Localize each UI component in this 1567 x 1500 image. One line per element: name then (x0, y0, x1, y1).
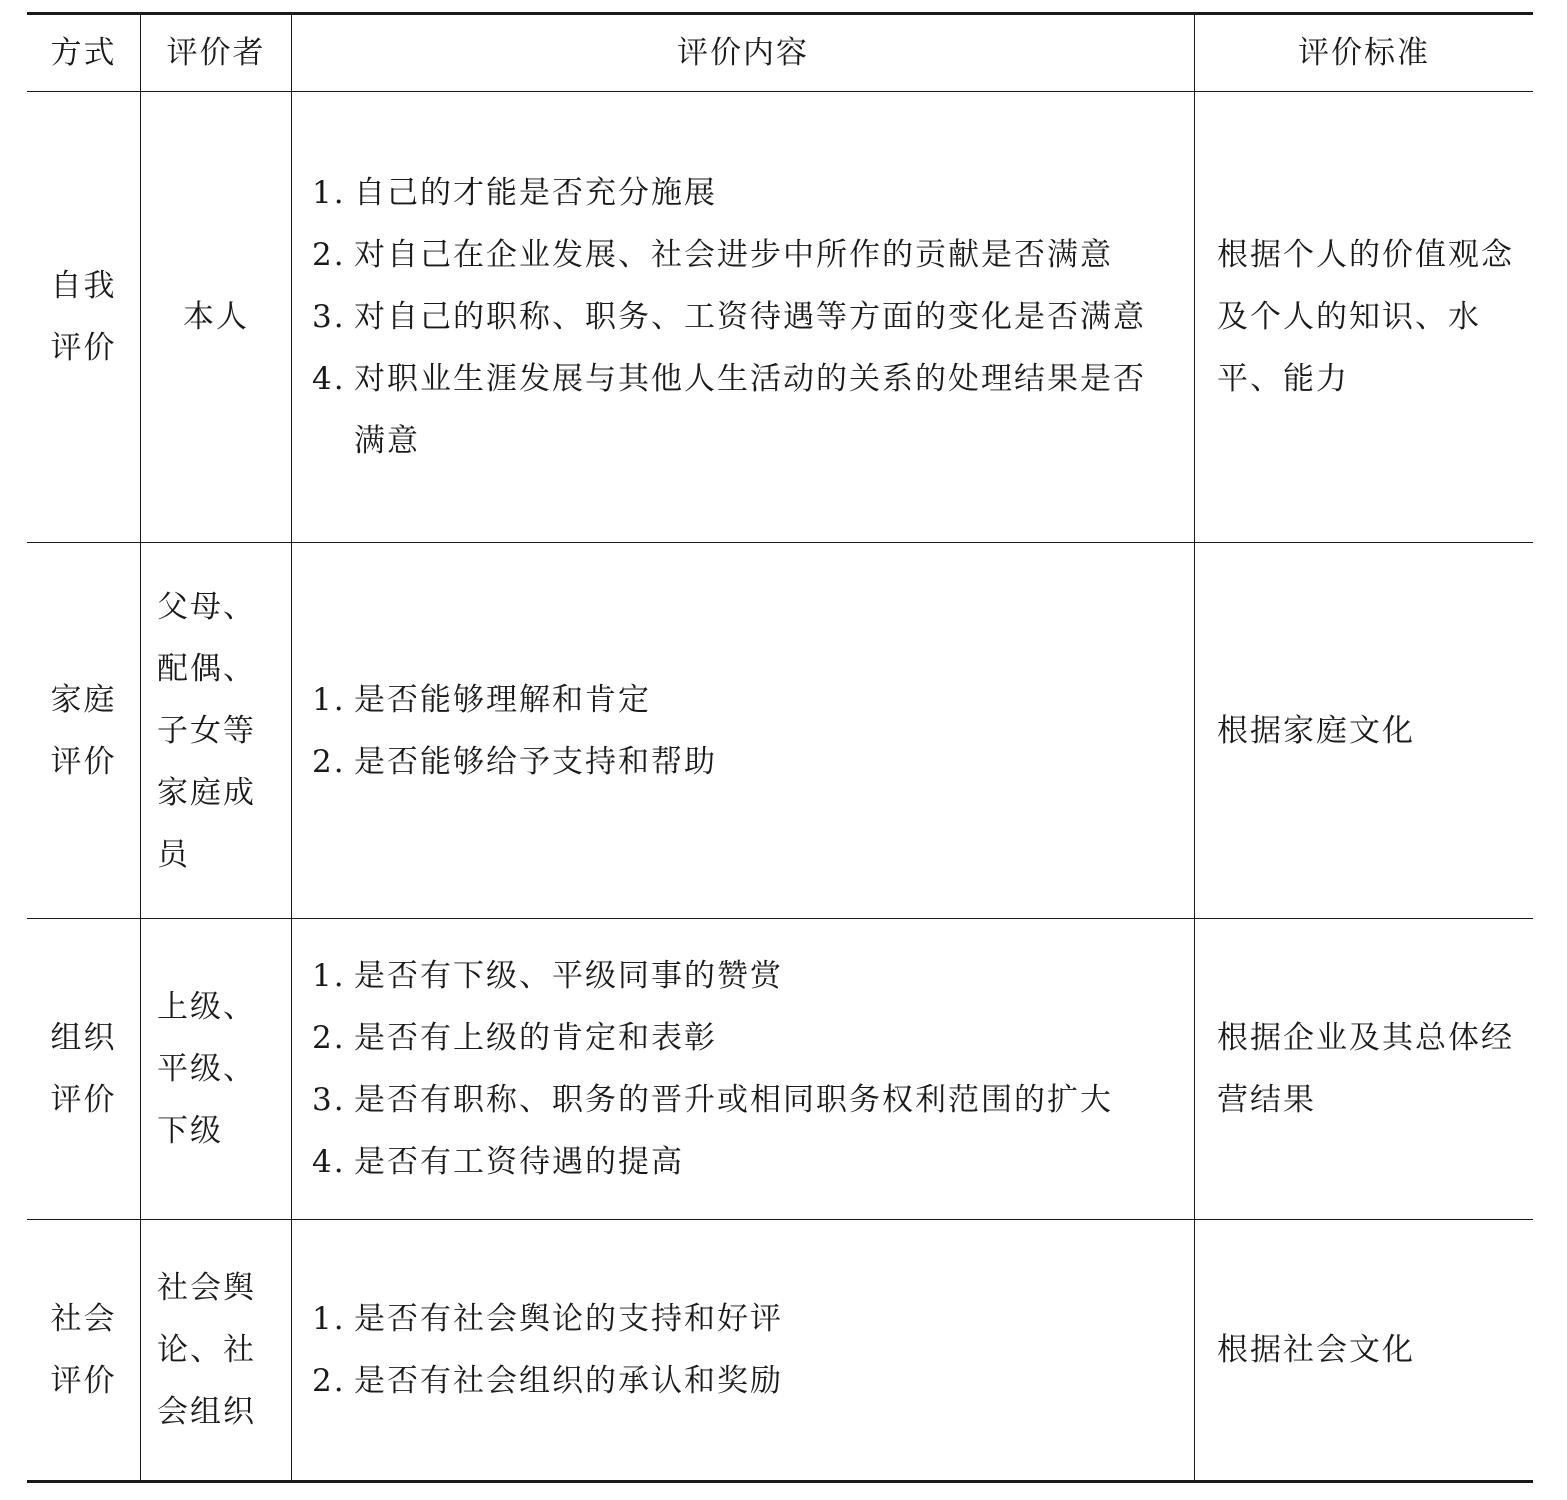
table-row (27, 92, 1533, 543)
list-item: 1. 是否有下级、平级同事的赞赏 (312, 958, 783, 994)
evaluator-cell (141, 92, 292, 543)
header-evaluator: 评价者 (141, 14, 292, 92)
list-item: 4. 是否有工资待遇的提高 (312, 1144, 684, 1180)
evaluator-label: 本人 (183, 299, 249, 335)
standard-cell (1195, 92, 1534, 543)
standard-text: 根据个人的价值观念及个人的知识、水平、能力 (1217, 237, 1514, 397)
table-row (27, 1220, 1533, 1482)
list-item: 3. 是否有职称、职务的晋升或相同职务权利范围的扩大 (312, 1082, 1113, 1118)
method-cell (27, 543, 141, 919)
table-row (27, 543, 1533, 919)
header-content: 评价内容 (292, 14, 1195, 92)
list-item: 1. 自己的才能是否充分施展 (312, 175, 717, 211)
standard-cell (1195, 919, 1534, 1220)
list-item: 1. 是否能够理解和肯定 (312, 681, 651, 718)
content-cell (292, 543, 1195, 919)
evaluator-cell (141, 1220, 292, 1482)
standard-cell (1195, 543, 1534, 919)
list-item: 2. 是否能够给予支持和帮助 (312, 743, 717, 780)
method-cell (27, 1220, 141, 1482)
list-item: 2. 是否有社会组织的承认和奖励 (312, 1363, 783, 1399)
evaluator-label: 父母、配偶、子女等家庭成员 (157, 588, 256, 873)
table-row (27, 919, 1533, 1220)
header-row (27, 14, 1533, 92)
method-label: 组织 评价 (50, 1020, 117, 1118)
method-cell (27, 919, 141, 1220)
method-cell (27, 92, 141, 543)
method-label: 社会 评价 (50, 1301, 117, 1399)
standard-text: 根据企业及其总体经营结果 (1217, 1020, 1514, 1118)
evaluator-label: 上级、平级、下级 (157, 989, 256, 1149)
list-item: 4. 对职业生涯发展与其他人生活动的关系的处理结果是否满意 (312, 361, 1146, 459)
list-item: 3. 对自己的职称、职务、工资待遇等方面的变化是否满意 (312, 299, 1146, 335)
list-item: 2. 是否有上级的肯定和表彰 (312, 1020, 717, 1056)
method-label: 家庭 评价 (50, 681, 117, 780)
header-method: 方式 (27, 14, 141, 92)
content-cell (292, 919, 1195, 1220)
content-cell (292, 1220, 1195, 1482)
standard-cell (1195, 1220, 1534, 1482)
evaluator-label: 社会舆论、社会组织 (157, 1270, 256, 1430)
standard-text: 根据家庭文化 (1217, 712, 1415, 749)
career-evaluation-table (27, 12, 1533, 1483)
evaluator-cell (141, 543, 292, 919)
content-cell (292, 92, 1195, 543)
method-label: 自我 评价 (50, 268, 117, 366)
list-item: 1. 是否有社会舆论的支持和好评 (312, 1301, 783, 1337)
evaluator-cell (141, 919, 292, 1220)
header-standard: 评价标准 (1195, 14, 1534, 92)
standard-text: 根据社会文化 (1217, 1332, 1415, 1368)
list-item: 2. 对自己在企业发展、社会进步中所作的贡献是否满意 (312, 237, 1113, 273)
